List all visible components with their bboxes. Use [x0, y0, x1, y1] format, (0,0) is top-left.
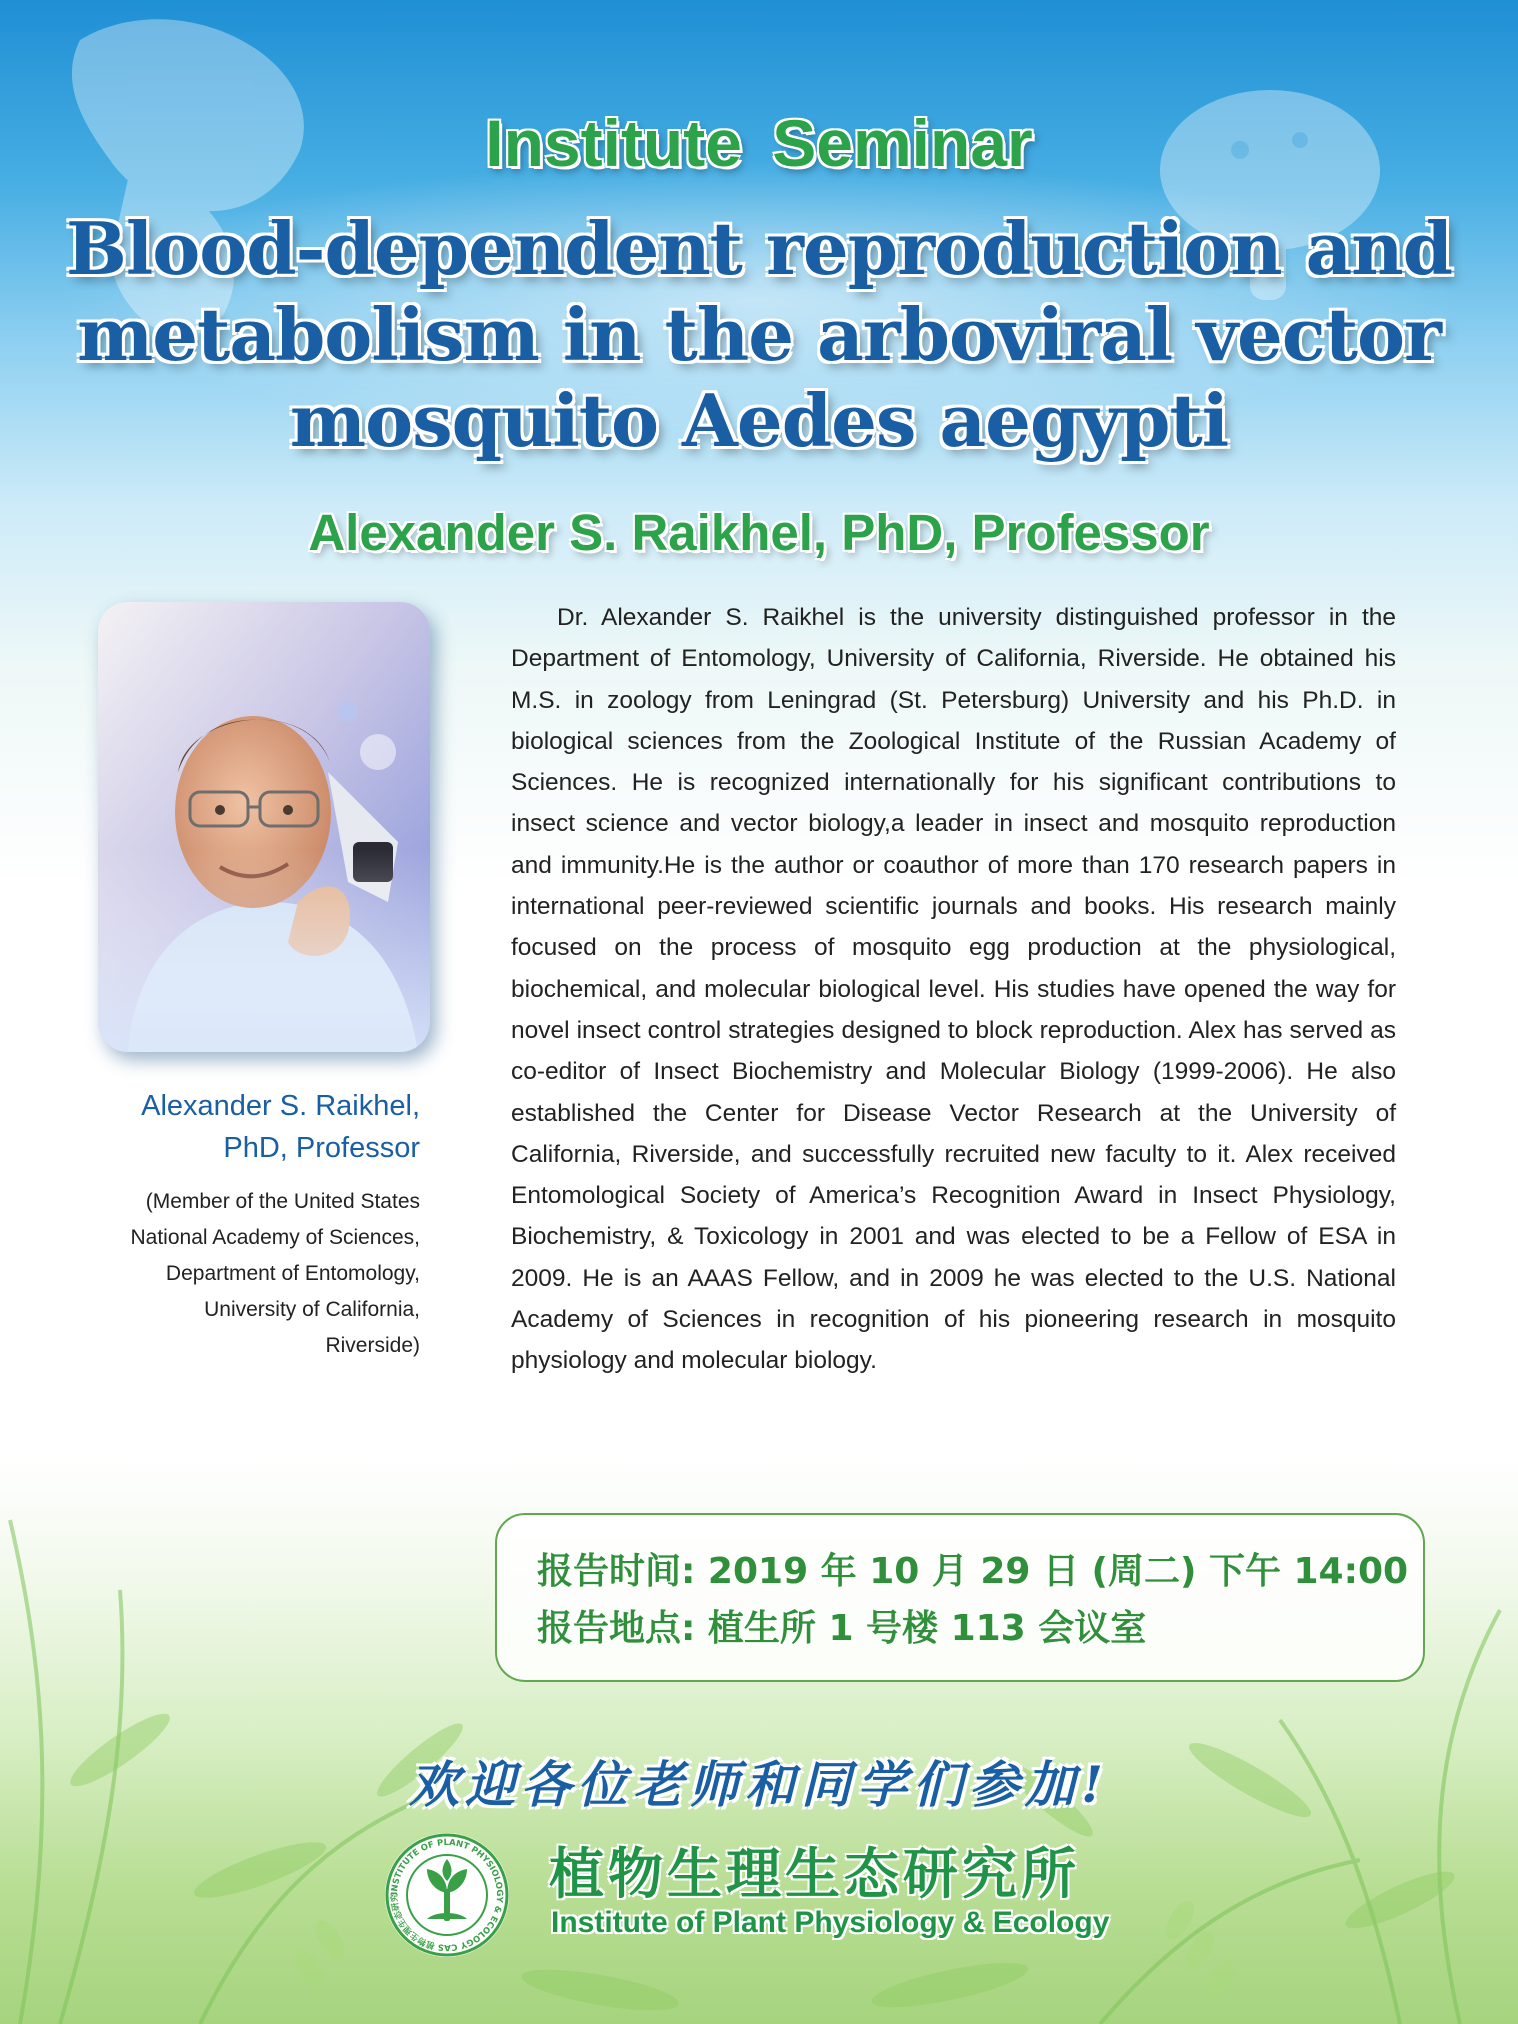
event-time: 报告时间: 2019 年 10 月 29 日 (周二) 下午 14:00 — [537, 1551, 1409, 1592]
speaker-heading: Alexander S. Raikhel, PhD, Professor — [308, 504, 1210, 561]
talk-title-line: metabolism in the arboviral vector — [77, 292, 1441, 377]
institute-name-en: Institute of Plant Physiology & Ecology — [551, 1906, 1110, 1939]
institute-logo — [383, 1831, 511, 1959]
portrait-illustration — [98, 602, 430, 1052]
welcome-message: 欢迎各位老师和同学们参加! — [409, 1755, 1109, 1814]
speaker-name-line: PhD, Professor — [223, 1132, 420, 1164]
speaker-affiliation — [60, 1184, 420, 1364]
event-info-box — [495, 1513, 1425, 1682]
affiliation-line: Riverside) — [325, 1334, 420, 1357]
talk-title — [0, 206, 1518, 464]
affiliation-line: National Academy of Sciences, — [130, 1226, 420, 1249]
talk-title-line: mosquito Aedes aegypti — [289, 378, 1229, 463]
logo-ring-text: INSTITUTE OF PLANT PHYSIOLOGY & ECOLOGY CAS 植物生理生态研究 — [389, 1837, 505, 1953]
seminar-label: Institute Seminar — [485, 106, 1033, 180]
logo-icon — [383, 1831, 511, 1959]
event-location: 报告地点: 植生所 1 号楼 113 会议室 — [537, 1608, 1147, 1649]
speaker-photo — [98, 602, 430, 1052]
speaker-bio: Dr. Alexander S. Raikhel is the university distinguished professor in the Department of Entomology, University of California, Riverside. He obtained his M.S. in zoology from Leningrad (St. Petersburg) University and his Ph.D. in biological sciences from the Zoological Institute of the Russian Academy of Sciences. He is recognized internationally for his significant contributions to insect science and vector biology,a leader in insect and mosquito reproduction and immunity.He is the author or coauthor of more than 170 research papers in international peer-reviewed scientific journals and books. His research mainly focused on the process of mosquito egg production at the physiological, biochemical, and molecular biological level. His studies have opened the way for novel insect control strategies designed to block reproduction. Alex has served as co-editor of Insect Biochemistry and Molecular Biology (1999-2006). He also established the Center for Disease Vector Research at the University of California, Riverside, and successfully recruited new faculty to it. Alex received Entomological Society of America’s Recognition Award in Insect Physiology, Biochemistry, & Toxicology in 2001 and was elected to be a Fellow of ESA in 2009. He is an AAAS Fellow, and in 2009 he was elected to the U.S. National Academy of Sciences in recognition of his pioneering research in mosquito physiology and molecular biology. — [511, 604, 1396, 1375]
affiliation-line: Department of Entomology, — [165, 1262, 420, 1285]
speaker-name-line: Alexander S. Raikhel, — [141, 1090, 420, 1122]
speaker-name — [60, 1085, 420, 1169]
affiliation-line: University of California, — [204, 1298, 420, 1321]
affiliation-line: (Member of the United States — [145, 1190, 420, 1213]
talk-title-line: Blood-dependent reproduction and — [66, 206, 1452, 291]
institute-name-cn: 植物生理生态研究所 — [549, 1842, 1081, 1906]
